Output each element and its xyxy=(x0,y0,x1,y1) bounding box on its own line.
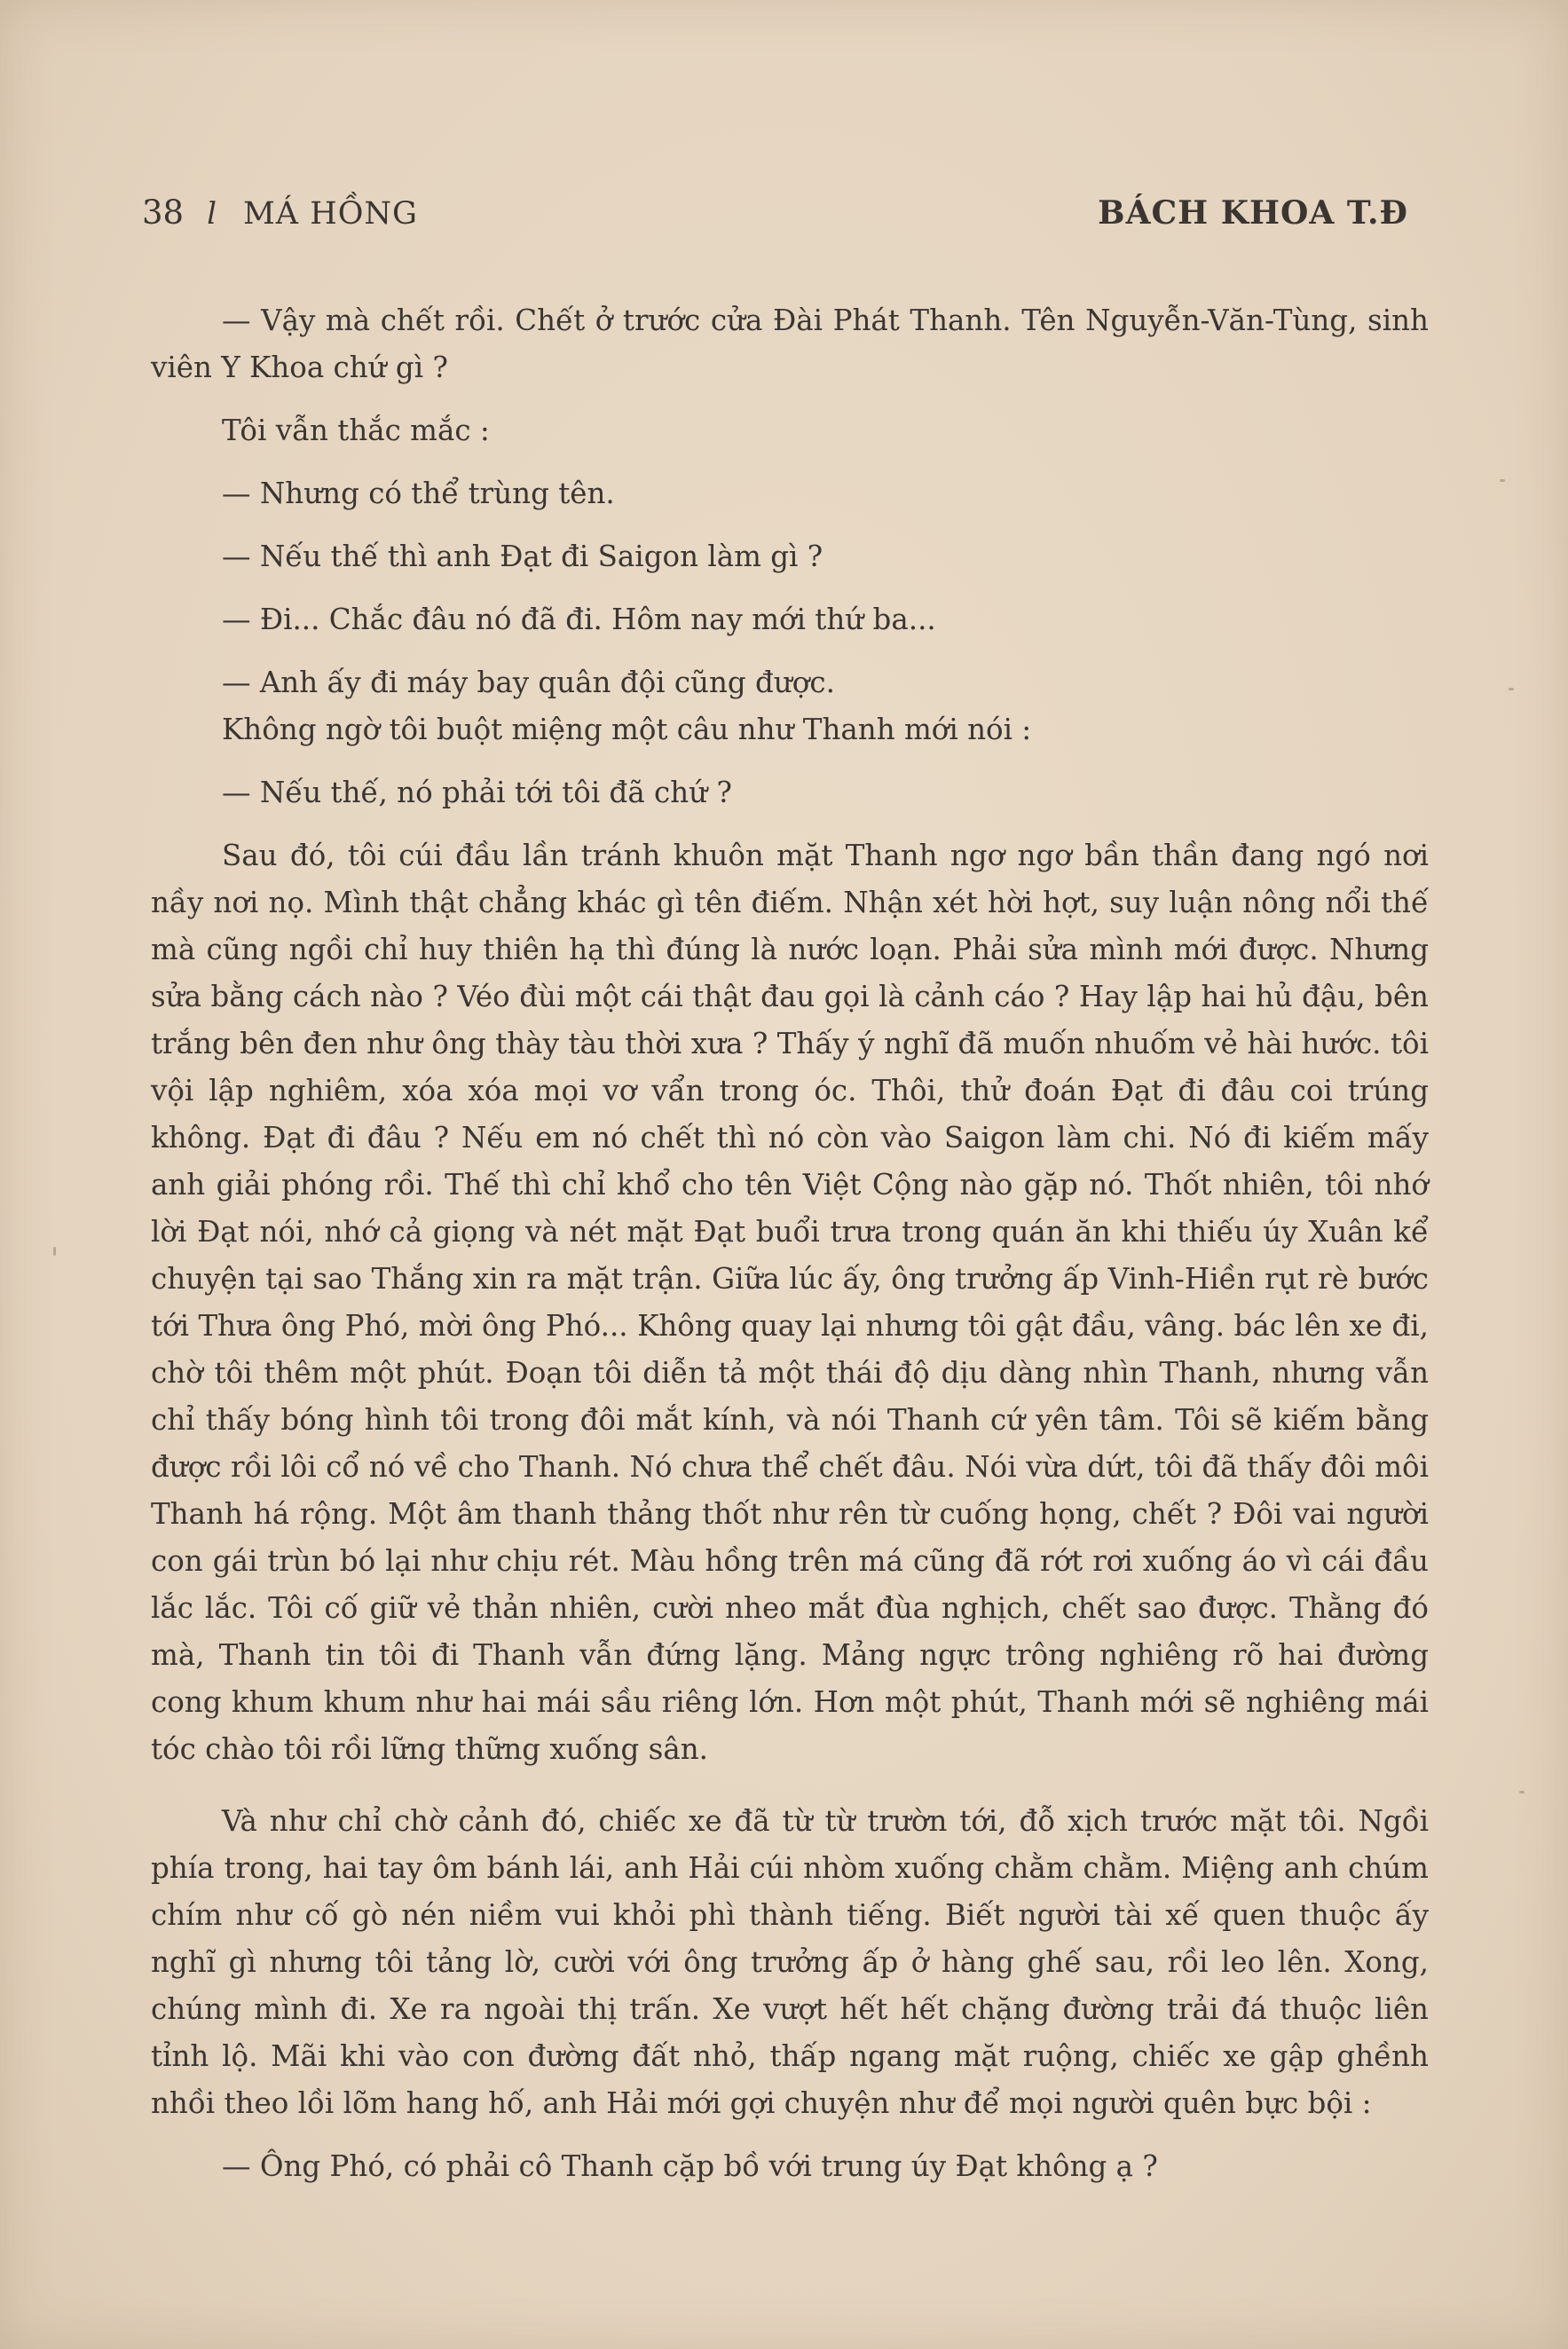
paper-speck xyxy=(1509,688,1514,690)
running-header xyxy=(142,193,1408,241)
dialogue-line: — Đi... Chắc đâu nó đã đi. Hôm nay mới thứ ba... xyxy=(222,603,936,636)
narration-line: Tôi vẫn thắc mắc : xyxy=(222,414,490,447)
journal-name: BÁCH KHOA T.Đ xyxy=(1098,194,1408,232)
dialogue-line: — Nếu thế thì anh Đạt đi Saigon làm gì ? xyxy=(222,540,823,573)
narration-paragraph: Sau đó, tôi cúi đầu lần tránh khuôn mặt Thanh ngơ ngơ bần thần đang ngó nơi nầy nơi nọ. Mình thật chẳng khác gì tên điếm. Nhận xét hời hợt, suy luận nông nổi thế mà cũng ngồi chỉ huy thiên hạ thì đúng là nước loạn. Phải sửa mình mới được. Nhưng sửa bằng cách nào ? Véo đùi một cái thật đau gọi là cảnh cáo ? Hay lập hai hủ đậu, bên trắng bên đen như ông thày tàu thời xưa ? Thấy ý nghĩ đã muốn nhuốm vẻ hài hước. tôi vội lập nghiêm, xóa xóa mọi vơ vẩn trong óc. Thôi, thử đoán Đạt đi đâu coi trúng không. Đạt đi đâu ? Nếu em nó chết thì nó còn vào Saigon làm chi. Nó đi kiếm mấy anh giải phóng rồi. Thế thì chỉ khổ cho tên Việt Cộng nào gặp nó. Thốt nhiên, tôi nhớ lời Đạt nói, nhớ cả giọng và nét mặt Đạt buổi trưa trong quán ăn khi thiếu úy Xuân kể chuyện tại sao Thắng xin ra mặt trận. Giữa lúc ấy, ông trưởng ấp Vinh-Hiền rụt rè bước tới Thưa ông Phó, mời ông Phó... Không quay lại nhưng tôi gật đầu, vâng. bác lên xe đi, chờ tôi thêm một phút. Đoạn tôi diễn tả một thái độ dịu dàng nhìn Thanh, nhưng vẫn chỉ thấy bóng hình tôi trong đôi mắt kính, và nói Thanh cứ yên tâm. Tôi sẽ kiếm bằng được rồi lôi cổ nó về cho Thanh. Nó chưa thể chết đâu. Nói vừa dứt, tôi đã thấy đôi môi Thanh há rộng. Một âm thanh thảng thốt như rên từ cuống họng, chết ? Đôi vai người con gái trùn bó lại như chịu rét. Màu hồng trên má cũng đã rớt rơi xuống áo vì cái đầu lắc lắc. Tôi cố giữ vẻ thản nhiên, cười nheo mắt đùa nghịch, chết sao được. Thằng đó mà, Thanh tin tôi đi Thanh vẫn đứng lặng. Mảng ngực trông nghiêng rõ hai đường cong khum khum như hai mái sầu riêng lớn. Hơn một phút, Thanh mới sẽ nghiêng mái tóc chào tôi rồi lững thững xuống sân. xyxy=(151,839,1429,1766)
page-number: 38 xyxy=(142,193,185,232)
story-title: MÁ HỒNG xyxy=(242,196,419,232)
story-text xyxy=(151,297,1429,2190)
paper-speck xyxy=(53,1247,56,1256)
dialogue-line: — Anh ấy đi máy bay quân đội cũng được. xyxy=(222,666,835,699)
dialogue-line: — Nhưng có thể trùng tên. xyxy=(222,477,615,510)
header-separator: l xyxy=(207,196,217,232)
dialogue-line: — Vậy mà chết rồi. Chết ở trước cửa Đài Phát Thanh. Tên Nguyễn-Văn-Tùng, sinh viên Y Khoa chứ gì ? xyxy=(151,303,1429,384)
paper-speck xyxy=(1500,479,1505,482)
dialogue-line: — Nếu thế, nó phải tới tôi đã chứ ? xyxy=(222,776,732,809)
narration-line: Không ngờ tôi buột miệng một câu như Thanh mới nói : xyxy=(222,713,1032,746)
narration-paragraph: Và như chỉ chờ cảnh đó, chiếc xe đã từ từ trườn tới, đỗ xịch trước mặt tôi. Ngồi phía trong, hai tay ôm bánh lái, anh Hải cúi nhòm xuống chằm chằm. Miệng anh chúm chím như cố gò nén niềm vui khỏi phì thành tiếng. Biết người tài xế quen thuộc ấy nghĩ gì nhưng tôi tảng lờ, cười với ông trưởng ấp ở hàng ghế sau, rồi leo lên. Xong, chúng mình đi. Xe ra ngoài thị trấn. Xe vượt hết hết chặng đường trải đá thuộc liên tỉnh lộ. Mãi khi vào con đường đất nhỏ, thấp ngang mặt ruộng, chiếc xe gập ghềnh nhồi theo lồi lõm hang hố, anh Hải mới gợi chuyện như để mọi người quên bực bội : xyxy=(151,1804,1429,2120)
paper-speck xyxy=(1519,1791,1525,1793)
dialogue-line: — Ông Phó, có phải cô Thanh cặp bồ với trung úy Đạt không ạ ? xyxy=(222,2149,1158,2183)
